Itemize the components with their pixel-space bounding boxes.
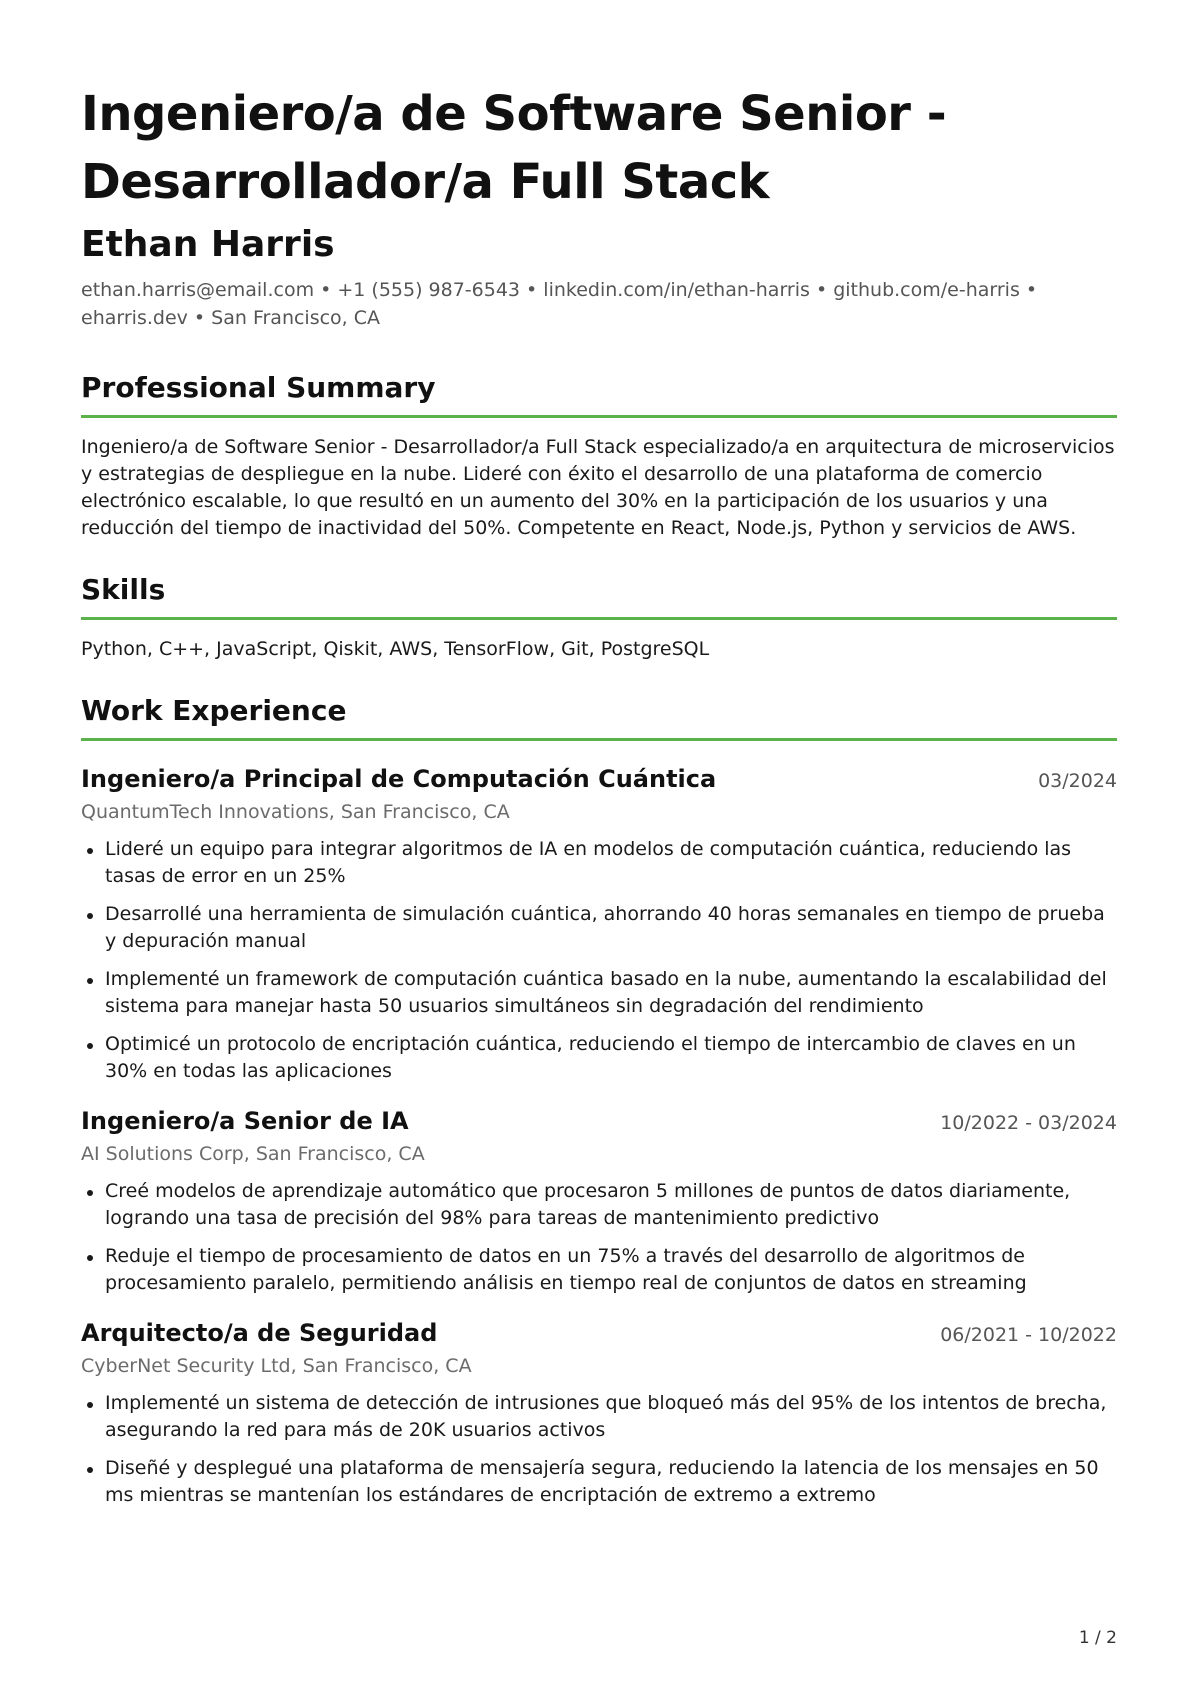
job-list bbox=[81, 763, 1117, 1509]
contact-line: ethan.harris@email.com • +1 (555) 987-6543 • linkedin.com/in/ethan-harris • github.com/e-harris • eharris.dev • San Francisco, CA bbox=[81, 279, 1038, 329]
summary-text: Ingeniero/a de Software Senior - Desarrollador/a Full Stack especializado/a en arquitectura de microservicios y estrategias de despliegue en la nube. Lideré con éxito el desarrollo de una plataforma de comercio electrónico escalable, lo que resultó en un aumento del 30% en la participación de los usuarios y una reducción del tiempo de inactividad del 50%. Competente en React, Node.js, Python y servicios de AWS. bbox=[81, 436, 1115, 539]
job-header bbox=[81, 1317, 1117, 1349]
job-date: 03/2024 bbox=[1038, 770, 1117, 792]
job-company: QuantumTech Innovations, San Francisco, CA bbox=[81, 801, 510, 823]
job-title: Arquitecto/a de Seguridad bbox=[81, 1319, 438, 1347]
page-number: 1 / 2 bbox=[1078, 1628, 1117, 1648]
job-bullet: Implementé un framework de computación cuántica basado en la nube, aumentando la escalabilidad del sistema para manejar hasta 50 usuarios simultáneos sin degradación del rendimiento bbox=[81, 966, 1117, 1020]
job-title: Ingeniero/a Senior de IA bbox=[81, 1107, 409, 1135]
work-heading: Work Experience bbox=[81, 693, 1117, 741]
job-date: 06/2021 - 10/2022 bbox=[940, 1324, 1117, 1346]
job-bullet: Desarrollé una herramienta de simulación cuántica, ahorrando 40 horas semanales en tiempo de prueba y depuración manual bbox=[81, 901, 1117, 955]
skills-text: Python, C++, JavaScript, Qiskit, AWS, TensorFlow, Git, PostgreSQL bbox=[81, 638, 710, 660]
job-bullets bbox=[81, 1178, 1117, 1297]
job-entry bbox=[81, 1317, 1117, 1509]
job-company: AI Solutions Corp, San Francisco, CA bbox=[81, 1143, 425, 1165]
job-header bbox=[81, 1105, 1117, 1137]
summary-heading: Professional Summary bbox=[81, 370, 1117, 418]
job-date: 10/2022 - 03/2024 bbox=[940, 1112, 1117, 1134]
summary-section bbox=[81, 370, 1117, 542]
skills-section bbox=[81, 572, 1117, 663]
job-bullets bbox=[81, 836, 1117, 1085]
job-title: Ingeniero/a Principal de Computación Cuántica bbox=[81, 765, 717, 793]
resume-title: Ingeniero/a de Software Senior - Desarrollador/a Full Stack bbox=[81, 86, 947, 210]
job-bullet: Implementé un sistema de detección de intrusiones que bloqueó más del 95% de los intentos de brecha, asegurando la red para más de 20K usuarios activos bbox=[81, 1390, 1117, 1444]
work-section bbox=[81, 693, 1117, 1509]
job-bullet: Lideré un equipo para integrar algoritmos de IA en modelos de computación cuántica, reduciendo las tasas de error en un 25% bbox=[81, 836, 1117, 890]
job-entry bbox=[81, 1105, 1117, 1297]
job-bullet: Creé modelos de aprendizaje automático que procesaron 5 millones de puntos de datos diariamente, logrando una tasa de precisión del 98% para tareas de mantenimiento predictivo bbox=[81, 1178, 1117, 1232]
job-bullet: Optimicé un protocolo de encriptación cuántica, reduciendo el tiempo de intercambio de claves en un 30% en todas las aplicaciones bbox=[81, 1031, 1117, 1085]
resume-page bbox=[81, 80, 1117, 1520]
job-bullet: Diseñé y desplegué una plataforma de mensajería segura, reduciendo la latencia de los mensajes en 50 ms mientras se mantenían los estándares de encriptación de extremo a extremo bbox=[81, 1455, 1117, 1509]
candidate-name: Ethan Harris bbox=[81, 224, 335, 265]
job-bullets bbox=[81, 1390, 1117, 1509]
job-company: CyberNet Security Ltd, San Francisco, CA bbox=[81, 1355, 472, 1377]
job-header bbox=[81, 763, 1117, 795]
skills-heading: Skills bbox=[81, 572, 1117, 620]
job-entry bbox=[81, 763, 1117, 1085]
job-bullet: Reduje el tiempo de procesamiento de datos en un 75% a través del desarrollo de algoritmos de procesamiento paralelo, permitiendo análisis en tiempo real de conjuntos de datos en streaming bbox=[81, 1243, 1117, 1297]
